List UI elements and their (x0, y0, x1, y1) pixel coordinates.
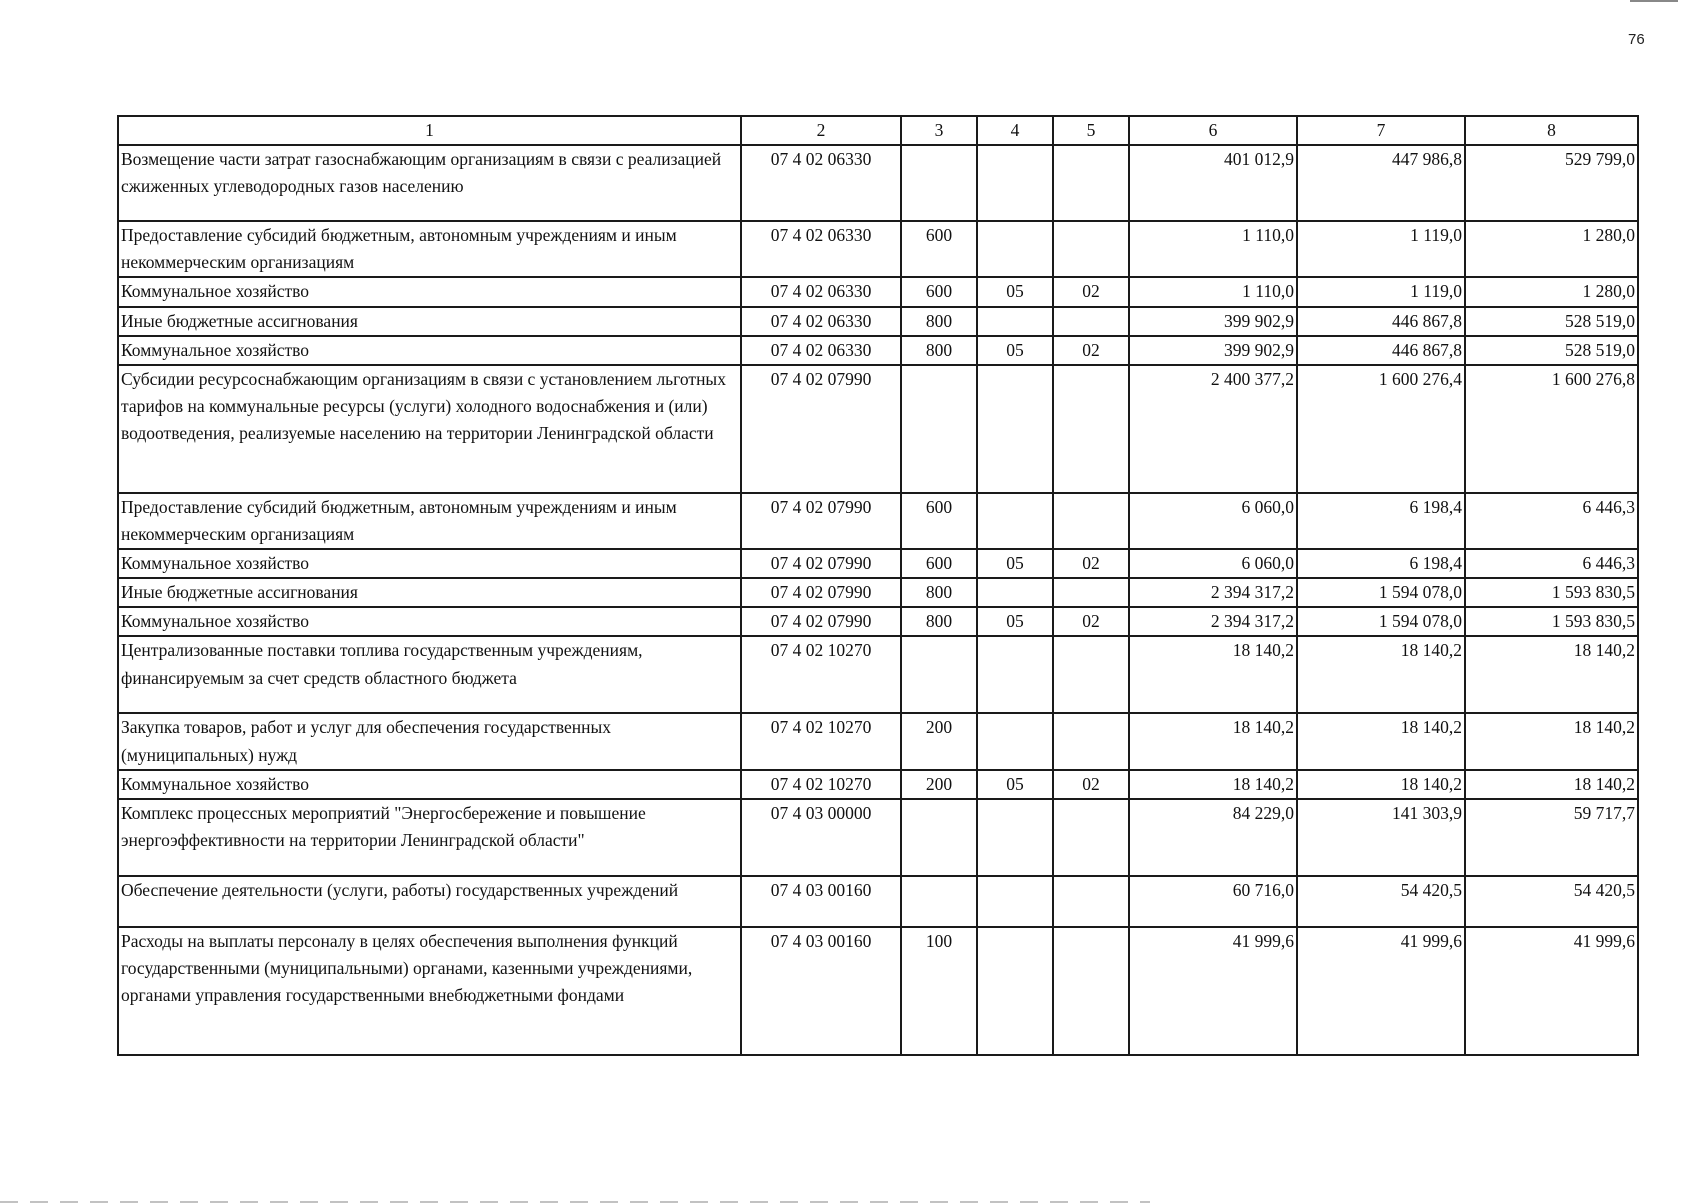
row-amount-col8-cell: 18 140,2 (1465, 713, 1638, 769)
row-amount-col7-cell: 1 119,0 (1297, 221, 1465, 277)
row-code-cell: 07 4 02 06330 (741, 221, 901, 277)
row-amount-col8-cell: 18 140,2 (1465, 636, 1638, 713)
row-subsection-cell: 02 (1053, 770, 1129, 799)
row-expense-type-cell: 600 (901, 549, 977, 578)
row-expense-type-cell: 600 (901, 277, 977, 306)
table-row (118, 307, 1638, 336)
table-row (118, 549, 1638, 578)
row-amount-col8-cell: 529 799,0 (1465, 145, 1638, 221)
table-header (118, 116, 1638, 145)
row-expense-type-cell: 600 (901, 493, 977, 549)
row-amount-col8-cell: 54 420,5 (1465, 876, 1638, 927)
row-code-cell: 07 4 03 00160 (741, 876, 901, 927)
header-row (118, 116, 1638, 145)
row-section-cell (977, 927, 1053, 1055)
row-amount-col8-cell: 6 446,3 (1465, 493, 1638, 549)
row-code-cell: 07 4 02 10270 (741, 713, 901, 769)
row-amount-col7-cell: 1 119,0 (1297, 277, 1465, 306)
row-name-cell: Иные бюджетные ассигнования (118, 578, 741, 607)
row-amount-col6-cell: 1 110,0 (1129, 221, 1297, 277)
table-row (118, 607, 1638, 636)
row-amount-col7-cell: 447 986,8 (1297, 145, 1465, 221)
row-amount-col8-cell: 6 446,3 (1465, 549, 1638, 578)
row-subsection-cell: 02 (1053, 549, 1129, 578)
scan-corner-mark (1630, 0, 1678, 2)
row-section-cell (977, 578, 1053, 607)
row-amount-col8-cell: 1 593 830,5 (1465, 578, 1638, 607)
row-name-cell: Коммунальное хозяйство (118, 607, 741, 636)
row-subsection-cell: 02 (1053, 277, 1129, 306)
column-header-8: 8 (1465, 116, 1638, 145)
row-amount-col8-cell: 1 600 276,8 (1465, 365, 1638, 493)
row-section-cell: 05 (977, 770, 1053, 799)
row-code-cell: 07 4 03 00160 (741, 927, 901, 1055)
table-row (118, 221, 1638, 277)
row-name-cell: Централизованные поставки топлива государственным учреждениям, финансируемым за счет средств областного бюджета (118, 636, 741, 713)
row-amount-col7-cell: 6 198,4 (1297, 493, 1465, 549)
table-row (118, 636, 1638, 713)
row-subsection-cell (1053, 799, 1129, 876)
column-header-4: 4 (977, 116, 1053, 145)
row-section-cell: 05 (977, 607, 1053, 636)
row-amount-col8-cell: 528 519,0 (1465, 336, 1638, 365)
page-number: 76 (1628, 31, 1645, 48)
table-row (118, 365, 1638, 493)
row-amount-col6-cell: 401 012,9 (1129, 145, 1297, 221)
row-amount-col7-cell: 18 140,2 (1297, 713, 1465, 769)
table-row (118, 336, 1638, 365)
row-section-cell: 05 (977, 277, 1053, 306)
row-expense-type-cell (901, 365, 977, 493)
row-amount-col8-cell: 18 140,2 (1465, 770, 1638, 799)
row-amount-col8-cell: 1 280,0 (1465, 277, 1638, 306)
row-code-cell: 07 4 02 06330 (741, 277, 901, 306)
row-amount-col7-cell: 54 420,5 (1297, 876, 1465, 927)
row-name-cell: Коммунальное хозяйство (118, 549, 741, 578)
row-section-cell: 05 (977, 336, 1053, 365)
table-row (118, 145, 1638, 221)
row-name-cell: Коммунальное хозяйство (118, 770, 741, 799)
row-expense-type-cell: 800 (901, 578, 977, 607)
row-code-cell: 07 4 02 10270 (741, 770, 901, 799)
column-header-3: 3 (901, 116, 977, 145)
row-expense-type-cell: 800 (901, 336, 977, 365)
row-name-cell: Расходы на выплаты персоналу в целях обеспечения выполнения функций государственными (муниципальными) органами, казенными учреждениями, органами управления государственными внебюджетными фондами (118, 927, 741, 1055)
row-amount-col6-cell: 6 060,0 (1129, 549, 1297, 578)
row-amount-col6-cell: 1 110,0 (1129, 277, 1297, 306)
row-name-cell: Предоставление субсидий бюджетным, автономным учреждениям и иным некоммерческим организациям (118, 221, 741, 277)
row-amount-col7-cell: 1 594 078,0 (1297, 578, 1465, 607)
row-section-cell (977, 145, 1053, 221)
table-row (118, 770, 1638, 799)
row-amount-col6-cell: 60 716,0 (1129, 876, 1297, 927)
row-amount-col6-cell: 2 400 377,2 (1129, 365, 1297, 493)
row-code-cell: 07 4 02 06330 (741, 307, 901, 336)
row-amount-col8-cell: 1 593 830,5 (1465, 607, 1638, 636)
row-code-cell: 07 4 02 07990 (741, 607, 901, 636)
row-subsection-cell (1053, 636, 1129, 713)
row-expense-type-cell: 800 (901, 607, 977, 636)
row-code-cell: 07 4 02 10270 (741, 636, 901, 713)
row-subsection-cell (1053, 307, 1129, 336)
row-subsection-cell (1053, 876, 1129, 927)
row-name-cell: Комплекс процессных мероприятий "Энергосбережение и повышение энергоэффективности на территории Ленинградской области" (118, 799, 741, 876)
row-expense-type-cell: 100 (901, 927, 977, 1055)
table-body (118, 145, 1638, 1055)
row-section-cell (977, 636, 1053, 713)
row-code-cell: 07 4 02 07990 (741, 578, 901, 607)
row-name-cell: Закупка товаров, работ и услуг для обеспечения государственных (муниципальных) нужд (118, 713, 741, 769)
row-subsection-cell (1053, 578, 1129, 607)
row-subsection-cell (1053, 493, 1129, 549)
row-name-cell: Коммунальное хозяйство (118, 336, 741, 365)
table-row (118, 927, 1638, 1055)
budget-table (117, 115, 1639, 1056)
row-name-cell: Субсидии ресурсоснабжающим организациям в связи с установлением льготных тарифов на коммунальные ресурсы (услуги) холодного водоснабжения и (или) водоотведения, реализуемые населению на территории Ленинградской области (118, 365, 741, 493)
column-header-2: 2 (741, 116, 901, 145)
row-expense-type-cell (901, 145, 977, 221)
table-row (118, 578, 1638, 607)
row-code-cell: 07 4 02 06330 (741, 145, 901, 221)
row-amount-col6-cell: 84 229,0 (1129, 799, 1297, 876)
row-section-cell (977, 307, 1053, 336)
row-amount-col7-cell: 18 140,2 (1297, 636, 1465, 713)
row-amount-col7-cell: 141 303,9 (1297, 799, 1465, 876)
row-code-cell: 07 4 02 07990 (741, 493, 901, 549)
row-amount-col7-cell: 1 600 276,4 (1297, 365, 1465, 493)
row-amount-col6-cell: 18 140,2 (1129, 770, 1297, 799)
column-header-1: 1 (118, 116, 741, 145)
row-section-cell (977, 713, 1053, 769)
row-amount-col7-cell: 1 594 078,0 (1297, 607, 1465, 636)
column-header-7: 7 (1297, 116, 1465, 145)
row-subsection-cell (1053, 927, 1129, 1055)
row-section-cell (977, 365, 1053, 493)
column-header-5: 5 (1053, 116, 1129, 145)
row-amount-col6-cell: 399 902,9 (1129, 307, 1297, 336)
row-amount-col7-cell: 41 999,6 (1297, 927, 1465, 1055)
row-amount-col7-cell: 6 198,4 (1297, 549, 1465, 578)
row-name-cell: Иные бюджетные ассигнования (118, 307, 741, 336)
row-name-cell: Возмещение части затрат газоснабжающим организациям в связи с реализацией сжиженных углеводородных газов населению (118, 145, 741, 221)
row-amount-col7-cell: 446 867,8 (1297, 307, 1465, 336)
row-amount-col8-cell: 528 519,0 (1465, 307, 1638, 336)
row-amount-col6-cell: 2 394 317,2 (1129, 607, 1297, 636)
row-subsection-cell (1053, 221, 1129, 277)
row-section-cell (977, 876, 1053, 927)
row-amount-col6-cell: 41 999,6 (1129, 927, 1297, 1055)
row-amount-col6-cell: 2 394 317,2 (1129, 578, 1297, 607)
row-amount-col7-cell: 446 867,8 (1297, 336, 1465, 365)
row-code-cell: 07 4 02 07990 (741, 365, 901, 493)
row-name-cell: Обеспечение деятельности (услуги, работы) государственных учреждений (118, 876, 741, 927)
row-subsection-cell: 02 (1053, 336, 1129, 365)
row-amount-col6-cell: 18 140,2 (1129, 636, 1297, 713)
row-expense-type-cell: 200 (901, 713, 977, 769)
row-name-cell: Предоставление субсидий бюджетным, автономным учреждениям и иным некоммерческим организациям (118, 493, 741, 549)
row-section-cell (977, 221, 1053, 277)
table-row (118, 799, 1638, 876)
row-expense-type-cell (901, 876, 977, 927)
row-amount-col6-cell: 399 902,9 (1129, 336, 1297, 365)
row-amount-col6-cell: 6 060,0 (1129, 493, 1297, 549)
row-expense-type-cell (901, 799, 977, 876)
row-section-cell: 05 (977, 549, 1053, 578)
row-amount-col8-cell: 59 717,7 (1465, 799, 1638, 876)
row-name-cell: Коммунальное хозяйство (118, 277, 741, 306)
row-code-cell: 07 4 02 07990 (741, 549, 901, 578)
table-row (118, 493, 1638, 549)
row-subsection-cell: 02 (1053, 607, 1129, 636)
row-expense-type-cell (901, 636, 977, 713)
row-code-cell: 07 4 03 00000 (741, 799, 901, 876)
row-code-cell: 07 4 02 06330 (741, 336, 901, 365)
column-header-6: 6 (1129, 116, 1297, 145)
row-subsection-cell (1053, 145, 1129, 221)
table-row (118, 277, 1638, 306)
row-amount-col6-cell: 18 140,2 (1129, 713, 1297, 769)
table-row (118, 713, 1638, 769)
row-subsection-cell (1053, 713, 1129, 769)
row-amount-col8-cell: 1 280,0 (1465, 221, 1638, 277)
table-row (118, 876, 1638, 927)
row-subsection-cell (1053, 365, 1129, 493)
row-expense-type-cell: 800 (901, 307, 977, 336)
row-expense-type-cell: 200 (901, 770, 977, 799)
row-amount-col7-cell: 18 140,2 (1297, 770, 1465, 799)
row-amount-col8-cell: 41 999,6 (1465, 927, 1638, 1055)
row-section-cell (977, 799, 1053, 876)
row-expense-type-cell: 600 (901, 221, 977, 277)
row-section-cell (977, 493, 1053, 549)
